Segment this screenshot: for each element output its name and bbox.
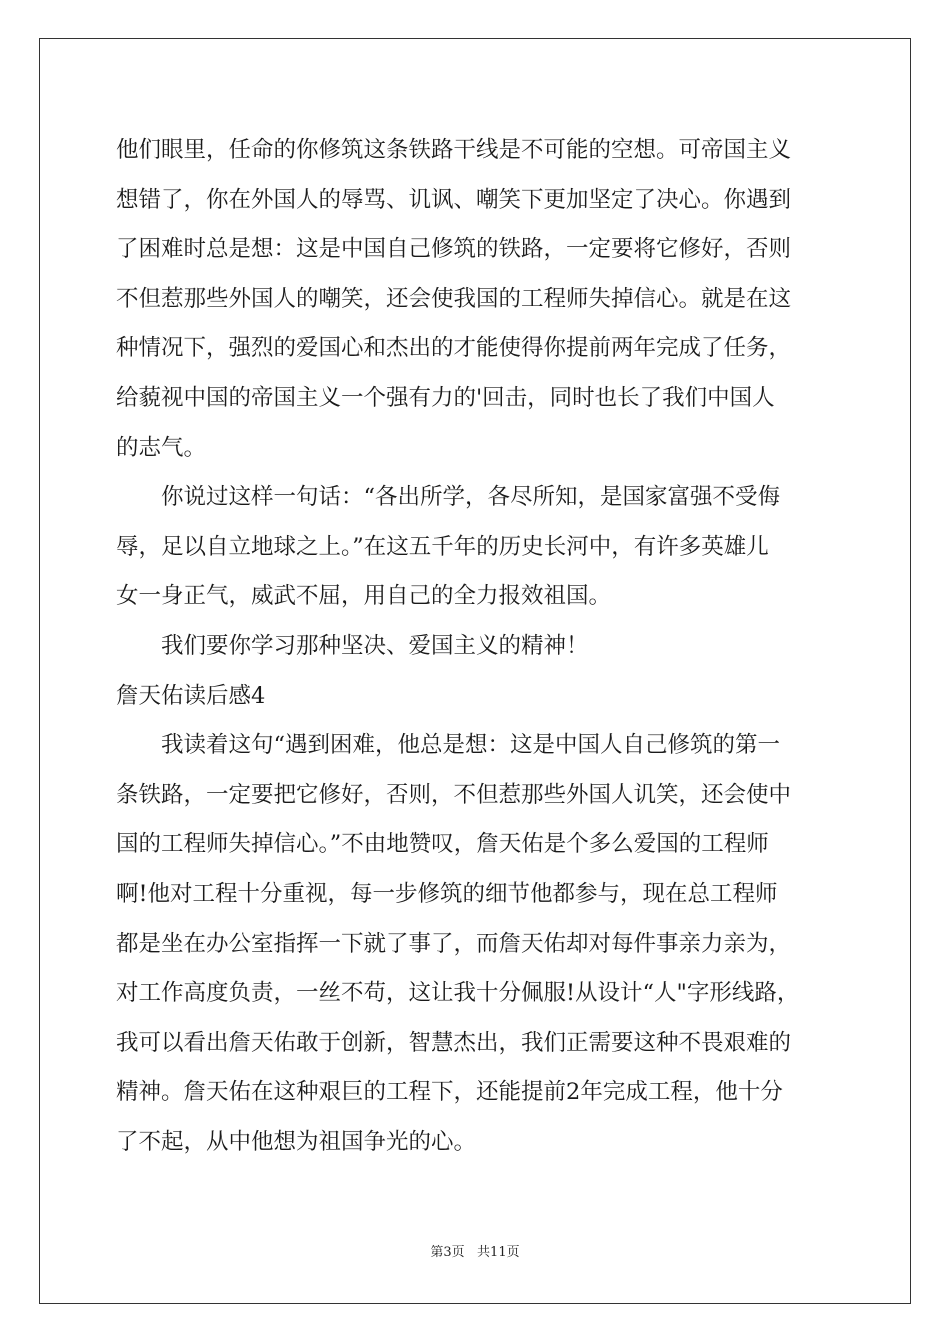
text-line: 精神。詹天佑在这种艰巨的工程下，还能提前2年完成工程，他十分 (116, 1079, 783, 1106)
text-line: 你说过这样一句话：“各出所学，各尽所知，是国家富强不受侮 (116, 484, 781, 511)
text-line: 对工作高度负责，一丝不苟，这让我十分佩服!从设计“人"字形线路， (116, 980, 800, 1007)
text-line: 不但惹那些外国人的嘲笑，还会使我国的工程师失掉信心。就是在这 (116, 285, 792, 312)
page-number: 第3页 共11页 (430, 1245, 520, 1260)
text-line: 了困难时总是想：这是中国自己修筑的铁路，一定要将它修好，否则 (116, 236, 792, 263)
text-line: 的志气。 (116, 434, 207, 461)
text-line: 了不起，从中他想为祖国争光的心。 (116, 1128, 477, 1155)
document-body (116, 126, 836, 1167)
text-line: 女一身正气，威武不屈，用自己的全力报效祖国。 (116, 583, 612, 610)
text-line: 啊!他对工程十分重视，每一步修筑的细节他都参与，现在总工程师 (116, 880, 778, 907)
page-footer (0, 1241, 950, 1260)
text-line: 种情况下，强烈的爱国心和杰出的才能使得你提前两年完成了任务， (116, 335, 792, 362)
text-line: 辱，足以自立地球之上。”在这五千年的历史长河中，有许多英雄儿 (116, 533, 769, 560)
text-line: 想错了，你在外国人的辱骂、讥讽、嘲笑下更加坚定了决心。你遇到 (116, 186, 792, 213)
text-line: 我们要你学习那种坚决、爱国主义的精神！ (116, 632, 589, 659)
text-line: 条铁路，一定要把它修好，否则，不但惹那些外国人讥笑，还会使中 (116, 781, 792, 808)
text-line: 我读着这句“遇到困难，他总是想：这是中国人自己修筑的第一 (116, 732, 781, 759)
text-line: 他们眼里，任命的你修筑这条铁路干线是不可能的空想。可帝国主义 (116, 137, 792, 163)
text-line: 我可以看出詹天佑敢于创新，智慧杰出，我们正需要这种不畏艰难的 (116, 1029, 792, 1056)
section-heading: 詹天佑读后感4 (116, 682, 266, 709)
text-line: 都是坐在办公室指挥一下就了事了，而詹天佑却对每件事亲力亲为， (116, 930, 792, 957)
text-line: 国的工程师失掉信心。”不由地赞叹，詹天佑是个多么爱国的工程师 (116, 831, 769, 858)
text-line: 给藐视中国的帝国主义一个强有力的'回击，同时也长了我们中国人 (116, 384, 775, 411)
